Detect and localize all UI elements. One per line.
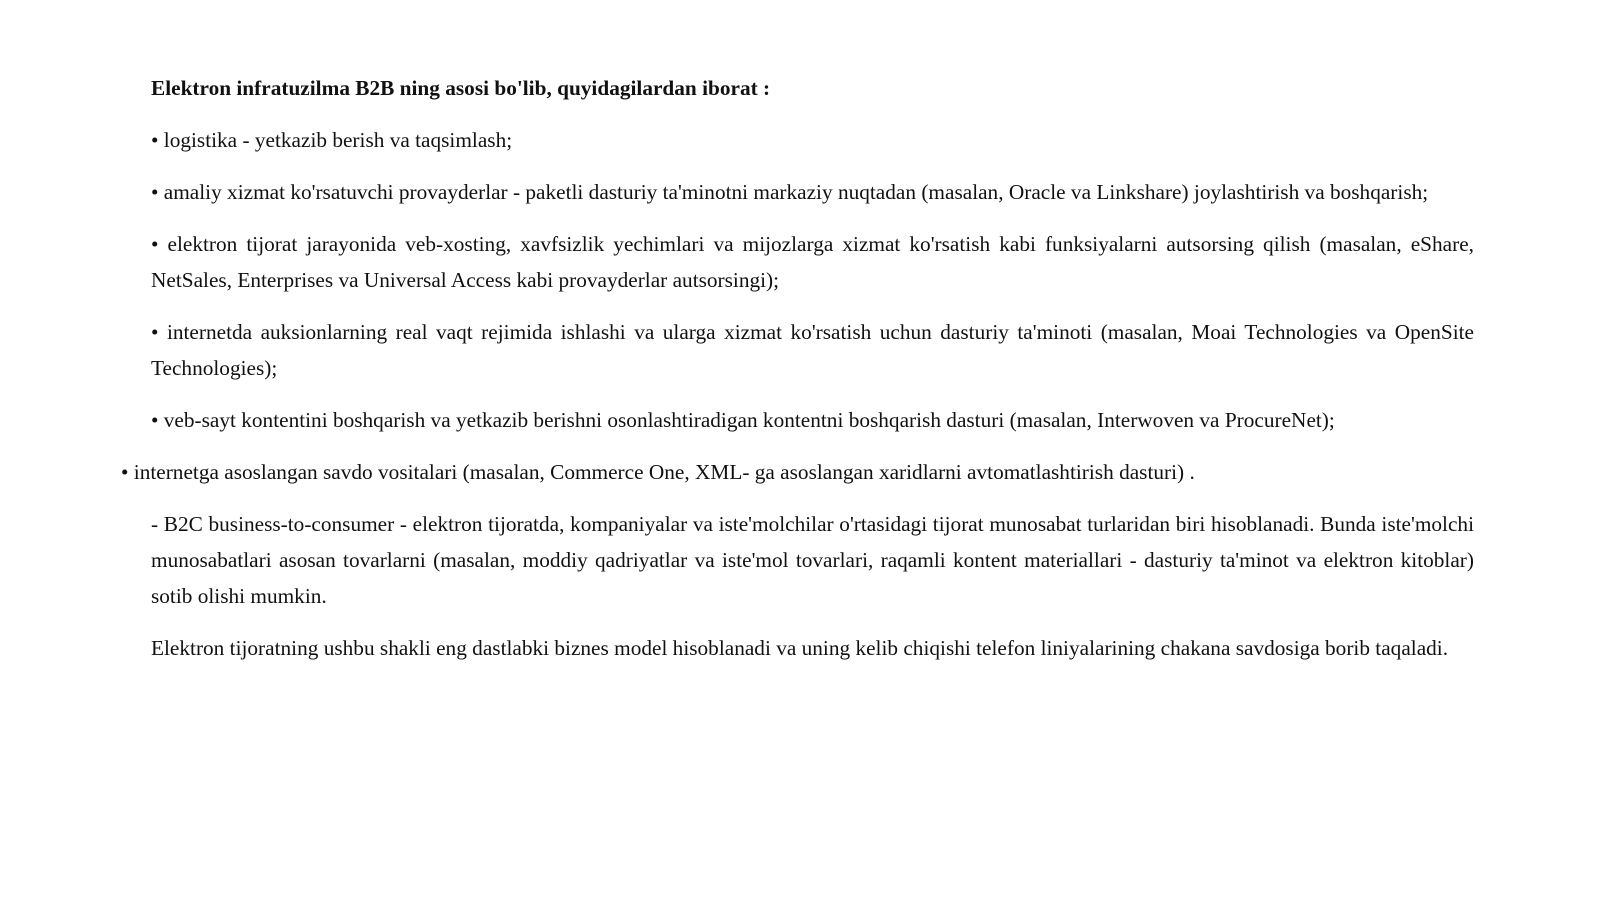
bullet-content-management: • veb-sayt kontentini boshqarish va yetkazib berishni osonlashtiradigan kontentni boshqarish dasturi (masalan, Interwoven va ProcureNet); <box>151 408 1335 432</box>
bullet-trading-tools: • internetga asoslangan savdo vositalari (masalan, Commerce One, XML- ga asoslangan xaridlarni avtomatlashtirish dasturi) . <box>121 460 1195 484</box>
document-body <box>121 70 1474 682</box>
bullet-logistics: • logistika - yetkazib berish va taqsimlash; <box>151 128 513 152</box>
paragraph-b2c-origin: Elektron tijoratning ushbu shakli eng dastlabki biznes model hisoblanadi va uning kelib chiqishi telefon liniyalarining chakana savdosiga borib taqaladi. <box>151 636 1449 660</box>
bullet-application-service-providers: • amaliy xizmat ko'rsatuvchi provayderlar - paketli dasturiy ta'minotni markaziy nuqtadan (masalan, Oracle va Linkshare) joylashtirish va boshqarish; <box>151 180 1429 204</box>
bullet-auction-software: • internetda auksionlarning real vaqt rejimida ishlashi va ularga xizmat ko'rsatish uchun dasturiy ta'minoti (masalan, Moai Technologies va OpenSite Technologies); <box>151 320 1474 380</box>
bullet-outsourcing: • elektron tijorat jarayonida veb-xosting, xavfsizlik yechimlari va mijozlarga xizmat ko'rsatish kabi funksiyalarni autsorsing qilish (masalan, eShare, NetSales, Enterprises va Universal Access kabi provayderlar autsorsingi); <box>151 232 1474 292</box>
document-heading: Elektron infratuzilma B2B ning asosi bo'lib, quyidagilardan iborat : <box>151 76 771 100</box>
paragraph-b2c-definition: - B2C business-to-consumer - elektron tijoratda, kompaniyalar va iste'molchilar o'rtasidagi tijorat munosabat turlaridan biri hisoblanadi. Bunda iste'molchi munosabatlari asosan tovarlarni (masalan, moddiy qadriyatlar va iste'mol tovarlari, raqamli kontent materiallari - dasturiy ta'minot va elektron kitoblar) sotib olishi mumkin. <box>151 512 1474 608</box>
